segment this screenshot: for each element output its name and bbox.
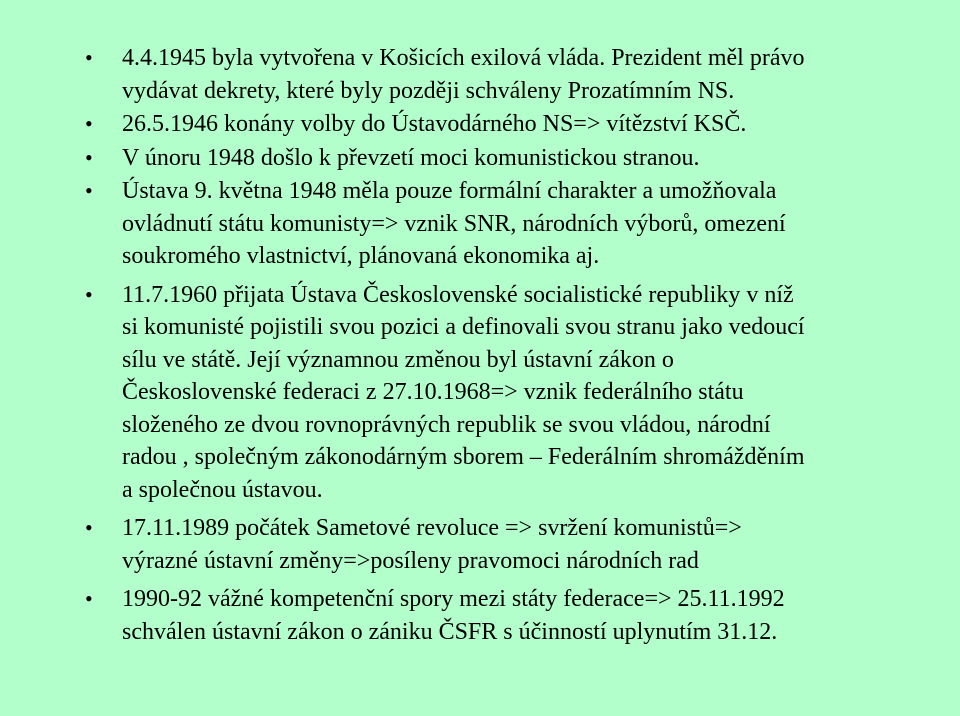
bullet-text: 4.4.1945 byla vytvořena v Košicích exilová vláda. Prezident měl právo vydávat dekrety, které byly později schváleny Prozatímním NS. xyxy=(122,45,805,104)
bullet-icon: • xyxy=(85,515,93,540)
bullet-icon: • xyxy=(85,586,93,611)
bullet-item-ustava-1960 xyxy=(0,279,960,507)
bullet-icon: • xyxy=(85,144,93,170)
bullet-item-1989 xyxy=(0,512,960,577)
bullet-icon: • xyxy=(85,45,93,70)
bullet-text: 1990-92 vážné kompetenční spory mezi státy federace=> 25.11.1992 schválen ústavní zákon o zániku ČSFR s účinností uplynutím 31.12. xyxy=(122,586,785,645)
bullet-list xyxy=(0,42,960,649)
bullet-item-1990-92 xyxy=(0,583,960,648)
bullet-item-1948-unor xyxy=(0,142,960,175)
bullet-icon: • xyxy=(85,281,93,307)
bullet-text: 11.7.1960 přijata Ústava Československé socialistické republiky v níž si komunisté pojistili svou pozici a definovali svou stranu jako vedoucí sílu ve státě. Její významnou změnou byl ústavní zákon o Československé federaci z 27.10.1968=> vznik federálního státu složeného ze dvou rovnoprávných republik se svou vládou, národní radou , společným zákonodárným sborem – Federálním shromážděním a společnou ústavou. xyxy=(122,281,805,503)
bullet-text: 17.11.1989 počátek Sametové revoluce => svržení komunistů=> výrazné ústavní změny=>posíleny pravomoci národních rad xyxy=(122,515,742,574)
bullet-item-1946 xyxy=(0,108,960,141)
bullet-item-1945 xyxy=(0,42,960,107)
bullet-text: V únoru 1948 došlo k převzetí moci komunistickou stranou. xyxy=(122,144,700,171)
bullet-item-ustava-1948 xyxy=(0,175,960,273)
bullet-text: Ústava 9. května 1948 měla pouze formální charakter a umožňovala ovládnutí státu komunisty=> vznik SNR, národních výborů, omezení soukromého vlastnictví, plánovaná ekonomika aj. xyxy=(122,178,786,269)
bullet-icon: • xyxy=(85,178,93,203)
bullet-text: 26.5.1946 konány volby do Ústavodárného NS=> vítězství KSČ. xyxy=(122,111,747,137)
bullet-icon: • xyxy=(85,111,93,136)
